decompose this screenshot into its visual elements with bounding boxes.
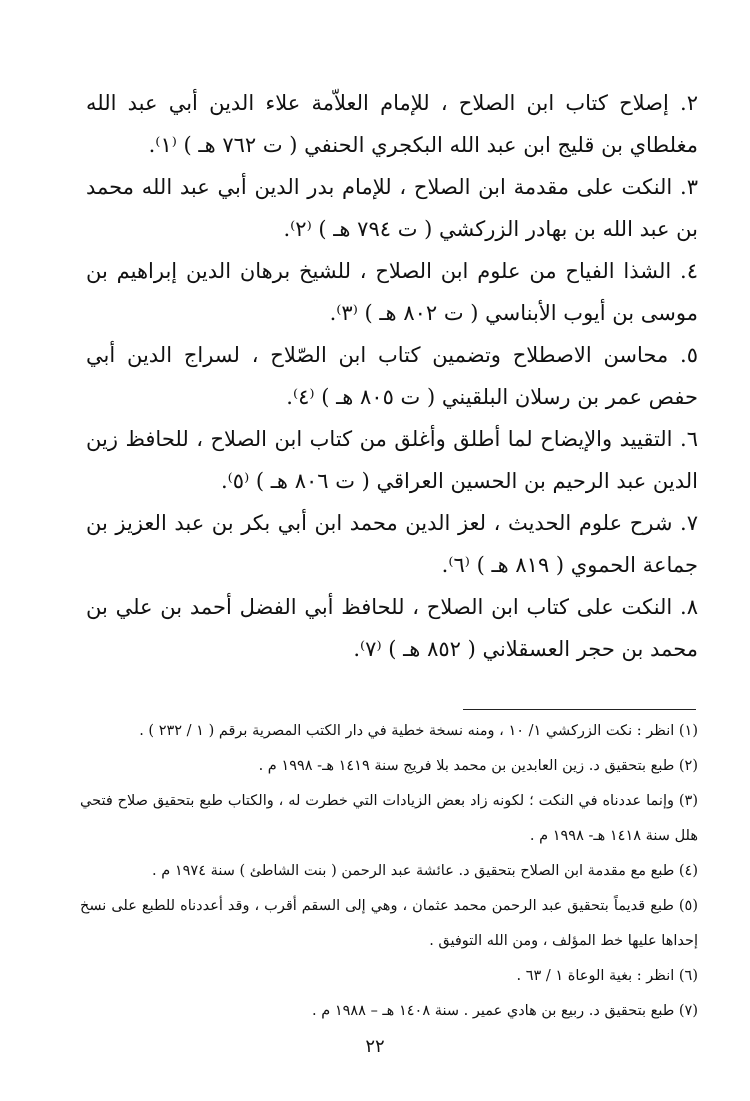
entry-text: شرح علوم الحديث ، لعز الدين محمد ابن أبي بكر بن عبد العزيز بن جماعة الحموي ( ٨١٩ هـ ) ⁽٦⁾. (86, 511, 698, 577)
footnote-divider (463, 709, 696, 710)
footnote: (٣) وإنما عددناه في النكت ؛ لكونه زاد بعض الزيادات التي خطرت له ، والكتاب طبع بتحقيق صلاح فتحي هلل سنة ١٤١٨ هـ- ١٩٩٨ م . (80, 793, 698, 844)
list-item (86, 166, 698, 250)
list-item (86, 82, 698, 166)
list-item (86, 334, 698, 418)
entry-number: ٢. (680, 91, 698, 115)
footnote: (٤) طبع مع مقدمة ابن الصلاح بتحقيق د. عائشة عبد الرحمن ( بنت الشاطئ ) سنة ١٩٧٤ م . (152, 863, 698, 879)
entry-text: النكت على مقدمة ابن الصلاح ، للإمام بدر الدين أبي عبد الله محمد بن عبد الله بن بهادر الزركشي ( ت ٧٩٤ هـ ) ⁽٢⁾. (86, 175, 698, 241)
entries-list (86, 82, 698, 670)
entry-number: ٣. (680, 175, 698, 199)
entry-text: محاسن الاصطلاح وتضمين كتاب ابن الصّلاح ، لسراج الدين أبي حفص عمر بن رسلان البلقيني ( ت ٨٠٥ هـ ) ⁽٤⁾. (86, 343, 698, 409)
list-item (86, 418, 698, 502)
entry-text: الشذا الفياح من علوم ابن الصلاح ، للشيخ برهان الدين إبراهيم بن موسى بن أيوب الأبناسي ( ت ٨٠٢ هـ ) ⁽٣⁾. (86, 259, 698, 325)
entry-number: ٨. (680, 595, 698, 619)
footnote: (٢) طبع بتحقيق د. زين العابدين بن محمد بلا فريج سنة ١٤١٩ هـ- ١٩٩٨ م . (258, 758, 698, 774)
entry-text: النكت على كتاب ابن الصلاح ، للحافظ أبي الفضل أحمد بن علي بن محمد بن حجر العسقلاني ( ٨٥٢ هـ ) ⁽٧⁾. (86, 595, 698, 661)
entry-number: ٥. (680, 343, 698, 367)
footnote: (٦) انظر : بغية الوعاة ١ / ٦٣ . (516, 968, 698, 984)
entry-text: إصلاح كتاب ابن الصلاح ، للإمام العلاّمة علاء الدين أبي عبد الله مغلطاي بن قليج ابن عبد الله البكجري الحنفي ( ت ٧٦٢ هـ ) ⁽١⁾. (86, 91, 698, 157)
entry-text: التقييد والإيضاح لما أطلق وأغلق من كتاب ابن الصلاح ، للحافظ زين الدين عبد الرحيم بن الحسين العراقي ( ت ٨٠٦ هـ ) ⁽٥⁾. (86, 427, 698, 493)
entry-number: ٧. (680, 511, 698, 535)
page-number: ٢٢ (365, 1036, 385, 1057)
footnote: (١) انظر : نكت الزركشي ١/ ١٠ ، ومنه نسخة خطية في دار الكتب المصرية برقم ( ١ / ٢٣٢ ) . (139, 723, 698, 739)
list-item (86, 586, 698, 670)
list-item (86, 250, 698, 334)
list-item (86, 502, 698, 586)
entry-number: ٦. (680, 427, 698, 451)
entry-number: ٤. (680, 259, 698, 283)
footnote: (٥) طبع قديماً بتحقيق عبد الرحمن محمد عثمان ، وهي إلى السقم أقرب ، وقد أعددناه للطبع على نسخ إحداها عليها خط المؤلف ، ومن الله التوفيق . (80, 898, 698, 949)
footnote: (٧) طبع بتحقيق د. ربيع بن هادي عمير . سنة ١٤٠٨ هـ – ١٩٨٨ م . (312, 1003, 698, 1019)
footnotes (80, 714, 698, 1029)
